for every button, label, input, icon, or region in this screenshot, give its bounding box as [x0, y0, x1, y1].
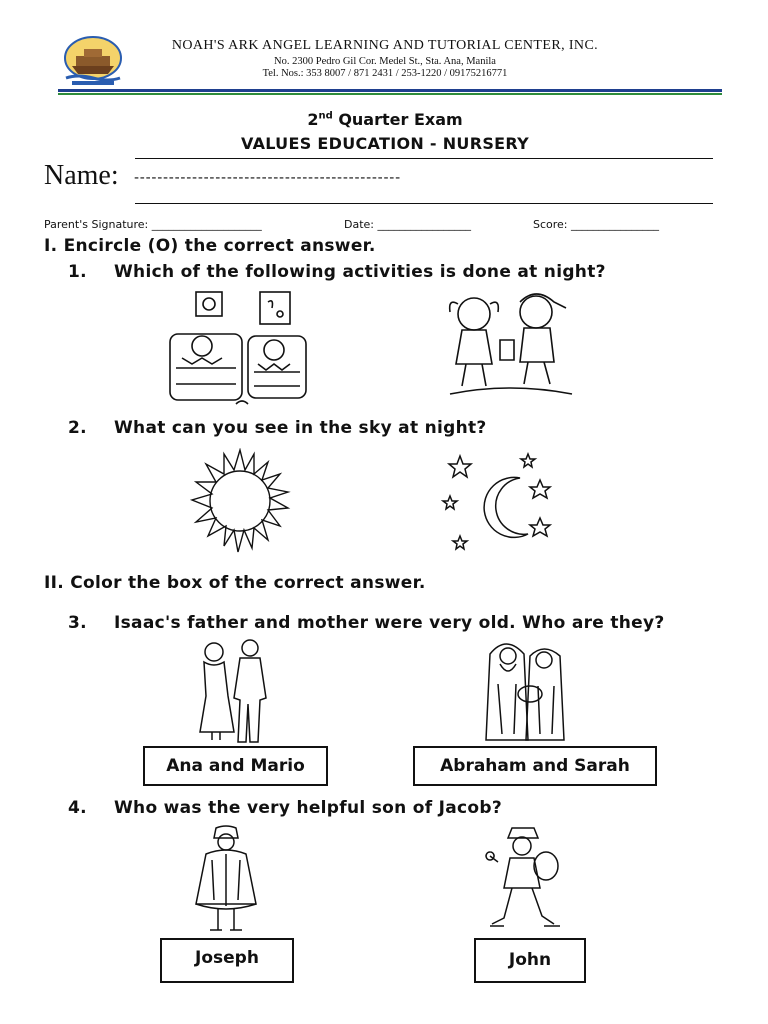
score-field[interactable]: Score: ________________: [533, 218, 660, 231]
exam-quarter: [200, 110, 570, 129]
school-phones: Tel. Nos.: 353 8007 / 871 2431 / 253-1220 / 09175216771: [262, 68, 508, 79]
q1-text: Which of the following activities is done at night?: [114, 262, 606, 282]
q4-text: Who was the very helpful son of Jacob?: [114, 798, 503, 818]
school-name: NOAH'S ARK ANGEL LEARNING AND TUTORIAL CENTER, INC.: [171, 38, 599, 53]
sun-picture[interactable]: [188, 448, 292, 554]
q4-number: 4.: [68, 798, 87, 818]
school-address: No. 2300 Pedro Gil Cor. Medel St., Sta. Ana, Manila: [274, 56, 496, 67]
q2-text: What can you see in the sky at night?: [114, 418, 487, 438]
section2-heading: II. Color the box of the correct answer.: [44, 573, 426, 593]
modern-couple-picture: [192, 638, 274, 744]
header-rule-green: [58, 93, 722, 95]
q3-number: 3.: [68, 613, 87, 633]
header-rule-blue: [58, 89, 722, 92]
john-picture: [484, 822, 568, 934]
name-dashes: ----------------------------------------------: [134, 170, 401, 186]
q1-number: 1.: [68, 262, 87, 282]
q4-option-joseph[interactable]: Joseph: [160, 938, 294, 983]
abraham-and-sarah-picture: [484, 634, 570, 744]
exam-subject: VALUES EDUCATION - NURSERY: [240, 134, 530, 153]
q3-option-abraham-and-sarah[interactable]: Abraham and Sarah: [413, 746, 657, 786]
school-logo: [62, 34, 124, 86]
name-line-bottom: [135, 203, 713, 204]
parent-signature-field[interactable]: Parent's Signature: ____________________: [44, 218, 262, 231]
section1-heading: I. Encircle (O) the correct answer.: [44, 236, 376, 256]
date-field[interactable]: Date: _________________: [344, 218, 471, 231]
kids-walking-picture[interactable]: [440, 290, 580, 402]
q3-text: Isaac's father and mother were very old. Who are they?: [114, 613, 665, 633]
quarter-suffix: nd: [318, 110, 333, 122]
name-label: Name:: [44, 160, 119, 191]
q3-option-ana-and-mario[interactable]: Ana and Mario: [143, 746, 328, 786]
joseph-picture: [190, 824, 262, 934]
sleeping-children-picture[interactable]: [162, 288, 312, 410]
moon-and-stars-picture[interactable]: [440, 452, 560, 552]
q4-option-john[interactable]: John: [474, 938, 586, 983]
quarter-number: 2: [307, 110, 319, 129]
name-line-top: [135, 158, 713, 159]
quarter-text: Quarter Exam: [338, 110, 463, 129]
q2-number: 2.: [68, 418, 87, 438]
